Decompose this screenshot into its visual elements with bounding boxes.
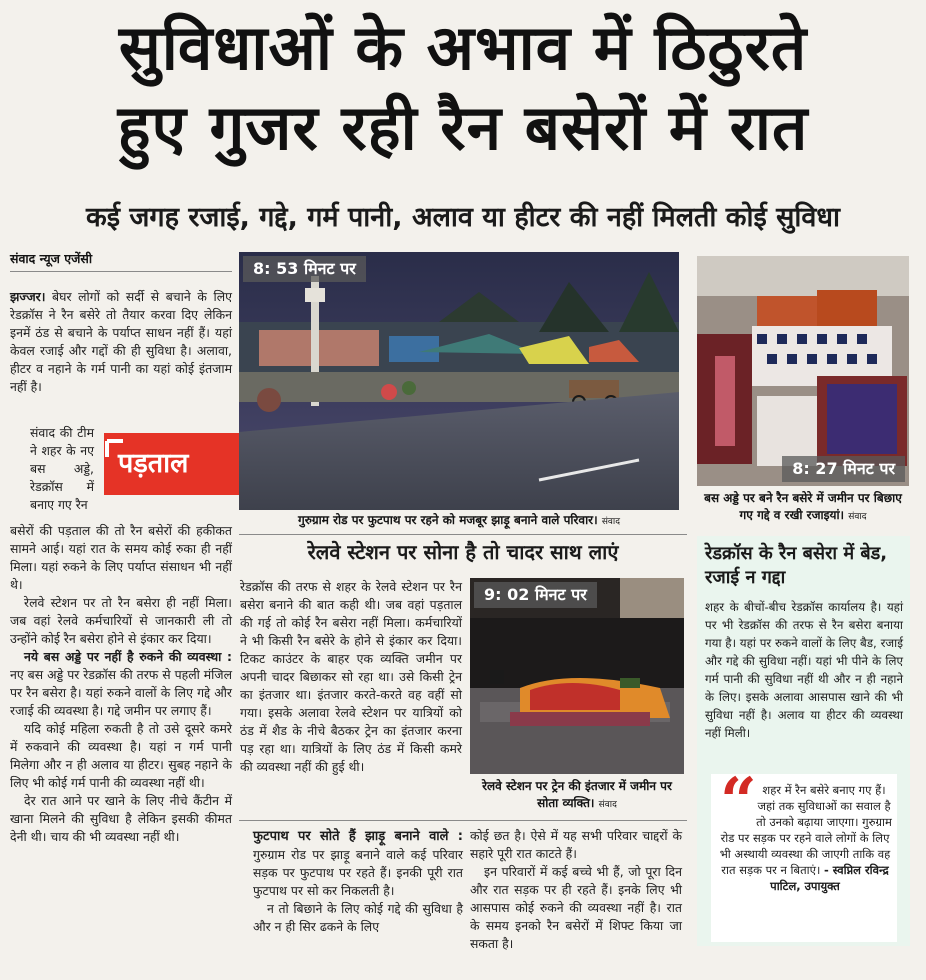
section-divider (239, 534, 687, 535)
station-section-title: रेलवे स्टेशन पर सोना है तो चादर साथ लाएं (307, 540, 619, 564)
main-photo (239, 252, 679, 510)
quote-author: - स्वप्निल रविन्द्र पाटिल, उपायुक्त (770, 863, 889, 893)
bus-stand-caption: बस अड्डे पर बने रैन बसेरे में जमीन पर बिछाए गए गद्दे व रखी रजाइयां। संवाद (704, 491, 902, 522)
headline-line-2: हुए गुजर रही रैन बसेरों में रात (117, 91, 809, 164)
narrow-paragraph: संवाद की टीम ने शहर के नए बस अड्डे, रेडक्रॉस में बनाए गए रैन (30, 425, 94, 512)
quote-mark-icon: “ (720, 764, 757, 839)
agency-byline: संवाद न्यूज एजेंसी (10, 251, 93, 266)
station-section-text: रेडक्रॉस की तरफ से शहर के रेलवे स्टेशन पर रैन बसेरा बनाने की बात कही थी। जब वहां पड़ताल की गई तो कोई रैन बसेरा नहीं मिला। कर्मचारियों ने भी किसी रैन बसेरे के होने से इंकार कर दिया। टिकट काउंटर के बाहर एक व्यक्ति जमीन पर अपनी चादर बिछाकर सो रहा था। उसे किसी ट्रेन का इंतजार था। इंतजार करते-करते वह वहीं सो गया। इसके अलावा रेलवे स्टेशन पर यात्रियों को ठंड में शैड के नीचे बैठकर ट्रेन का इंतजार करना पड़ रहा था। यात्रियों के लिए ठंड में किसी कमरे की व्यवस्था नहीं की हुई थी। (240, 579, 462, 774)
main-photo-caption: गुरुग्राम रोड पर फुटपाथ पर रहने को मजबूर झाड़ू बनाने वाले परिवार। संवाद (297, 513, 621, 527)
station-caption: रेलवे स्टेशन पर ट्रेन की इंतजार में जमीन पर सोता व्यक्ति। संवाद (482, 779, 672, 810)
intro-paragraph: झज्जर। बेघर लोगों को सर्दी से बचाने के लिए रेडक्रॉस ने रैन बसेरे तो तैयार करवा दिए लेकिन इनमें ठंड से बचाने के पर्याप्त साधन नहीं हैं। यहां केवल रजाई और गद्दों की ही सुविधा है। अलावा, हीटर व नहाने के गर्म पानी का यहां कोई इंतजाम नहीं है। (10, 289, 232, 394)
headline (8, 8, 918, 168)
footpath-section-left: फुटपाथ पर सोते हैं झाड़ू बनाने वाले : गुरुग्राम रोड पर झाड़ू बनाने वाले कई परिवार सड़क पर फुटपाथ पर रहते हैं। इनकी पूरी रात फुटपाथ पर सो कर निकलती है। न तो बिछाने के लिए कोई गद्दे की सुविधा है और न ही सिर ढकने के लिए (253, 829, 463, 934)
time-badge: 8: 53 मिनट पर (243, 256, 366, 282)
time-badge: 9: 02 मिनट पर (474, 582, 597, 608)
bus-stand-subhead: नये बस अड्डे पर नहीं है रुकने की व्यवस्था : (24, 649, 232, 664)
footpath-subhead: फुटपाथ पर सोते हैं झाड़ू बनाने वाले : (253, 829, 463, 844)
section-divider (239, 820, 687, 821)
redcross-text: शहर के बीचों-बीच रेडक्रॉस कार्यालय है। यहां पर भी रेडक्रॉस की तरफ से रैन बसेरा बनाया गया है। यहां पर रुकने वालों के लिए बैड, रजाई और गद्दे की सुविधा नहीं। यहां भी पीने के लिए गर्म पानी की सुविधा नहीं थी और न ही नहाने के लिए। इसके अलावा आसपास खाने की भी सुविधा नहीं है। अलाव या हीटर की व्यवस्था नहीं मिली। (705, 600, 903, 740)
column-one-body: बसेरों की पड़ताल की तो रैन बसेरों की हकीकत सामने आई। यहां रात के समय कोई रुका ही नहीं मिला। यहां रुकने के लिए पर्याप्त संसाधन भी नहीं थे। रेलवे स्टेशन पर तो रैन बसेरा ही नहीं मिला। जब वहां रेलवे कर्मचारियों से जानकारी ली तो उन्होंने कोई रैन बसेरा होने से इंकार कर दिया। नये बस अड्डे पर नहीं है रुकने की व्यवस्था : नए बस अड्डे पर रेडक्रॉस की तरफ से पहली मंजिल पर रैन बसेरा है। यहां रुकने वालों के लिए गद्दे और रजाई की व्यवस्था है। गद्दे जमीन पर लगाए हैं। यदि कोई महिला रुकती है तो उसे दूसरे कमरे में रुकवाने की व्यवस्था है। यहां न गर्म पानी मिलेगा और न ही अलाव या हीटर। सुबह नहाने के लिए भी कोई गर्म पानी की व्यवस्था नहीं थी। देर रात आने पर खाने के लिए नीचे कैंटीन में खाना मिलने की सुविधा है लेकिन इसकी कीमत देनी थी। चाय की भी व्यवस्था नहीं थी। (10, 523, 232, 844)
street-night-scene (239, 252, 679, 510)
footpath-section-right: कोई छत है। ऐसे में यह सभी परिवार चाद्दरों के सहारे पूरी रात काटते हैं। इन परिवारों में कई बच्चे भी हैं, जो पूरा दिन और रात सड़क पर ही रहते हैं। इनके लिए भी आसपास कोई रुकने की व्यवस्था नहीं है। रात के समय इनको रैन बसेरों में शिफ्ट किया जा सकता है। (470, 828, 682, 951)
bus-stand-photo (697, 256, 909, 486)
subhead: कई जगह रजाई, गद्दे, गर्म पानी, अलाव या हीटर की नहीं मिलती कोई सुविधा (85, 202, 841, 233)
quote-text: शहर में रैन बसेरे बनाए गए हैं। जहां तक सुविधाओं का सवाल है तो उनको बढ़ाया जाएगा। गुरुग्राम रोड पर सड़क पर रहने वाले लोगों के लिए भी अस्थायी व्यवस्था की जाएगी ताकि वह रात सड़क पर न बिताएं। - स्वप्निल रविन्द्र पाटिल, उपायुक्त (719, 783, 892, 893)
redcross-title: रेडक्रॉस के रैन बसेरा में बेड, रजाई न गद्दा (705, 543, 888, 588)
dateline: झज्जर। (10, 289, 46, 304)
mattress-room-scene (697, 256, 909, 486)
time-badge: 8: 27 मिनट पर (782, 456, 905, 482)
byline-divider (10, 271, 232, 272)
headline-line-1: सुविधाओं के अभाव में ठिठुरते (118, 11, 808, 84)
station-photo (470, 578, 684, 774)
padtal-logo-text: पड़ताल (118, 448, 189, 479)
